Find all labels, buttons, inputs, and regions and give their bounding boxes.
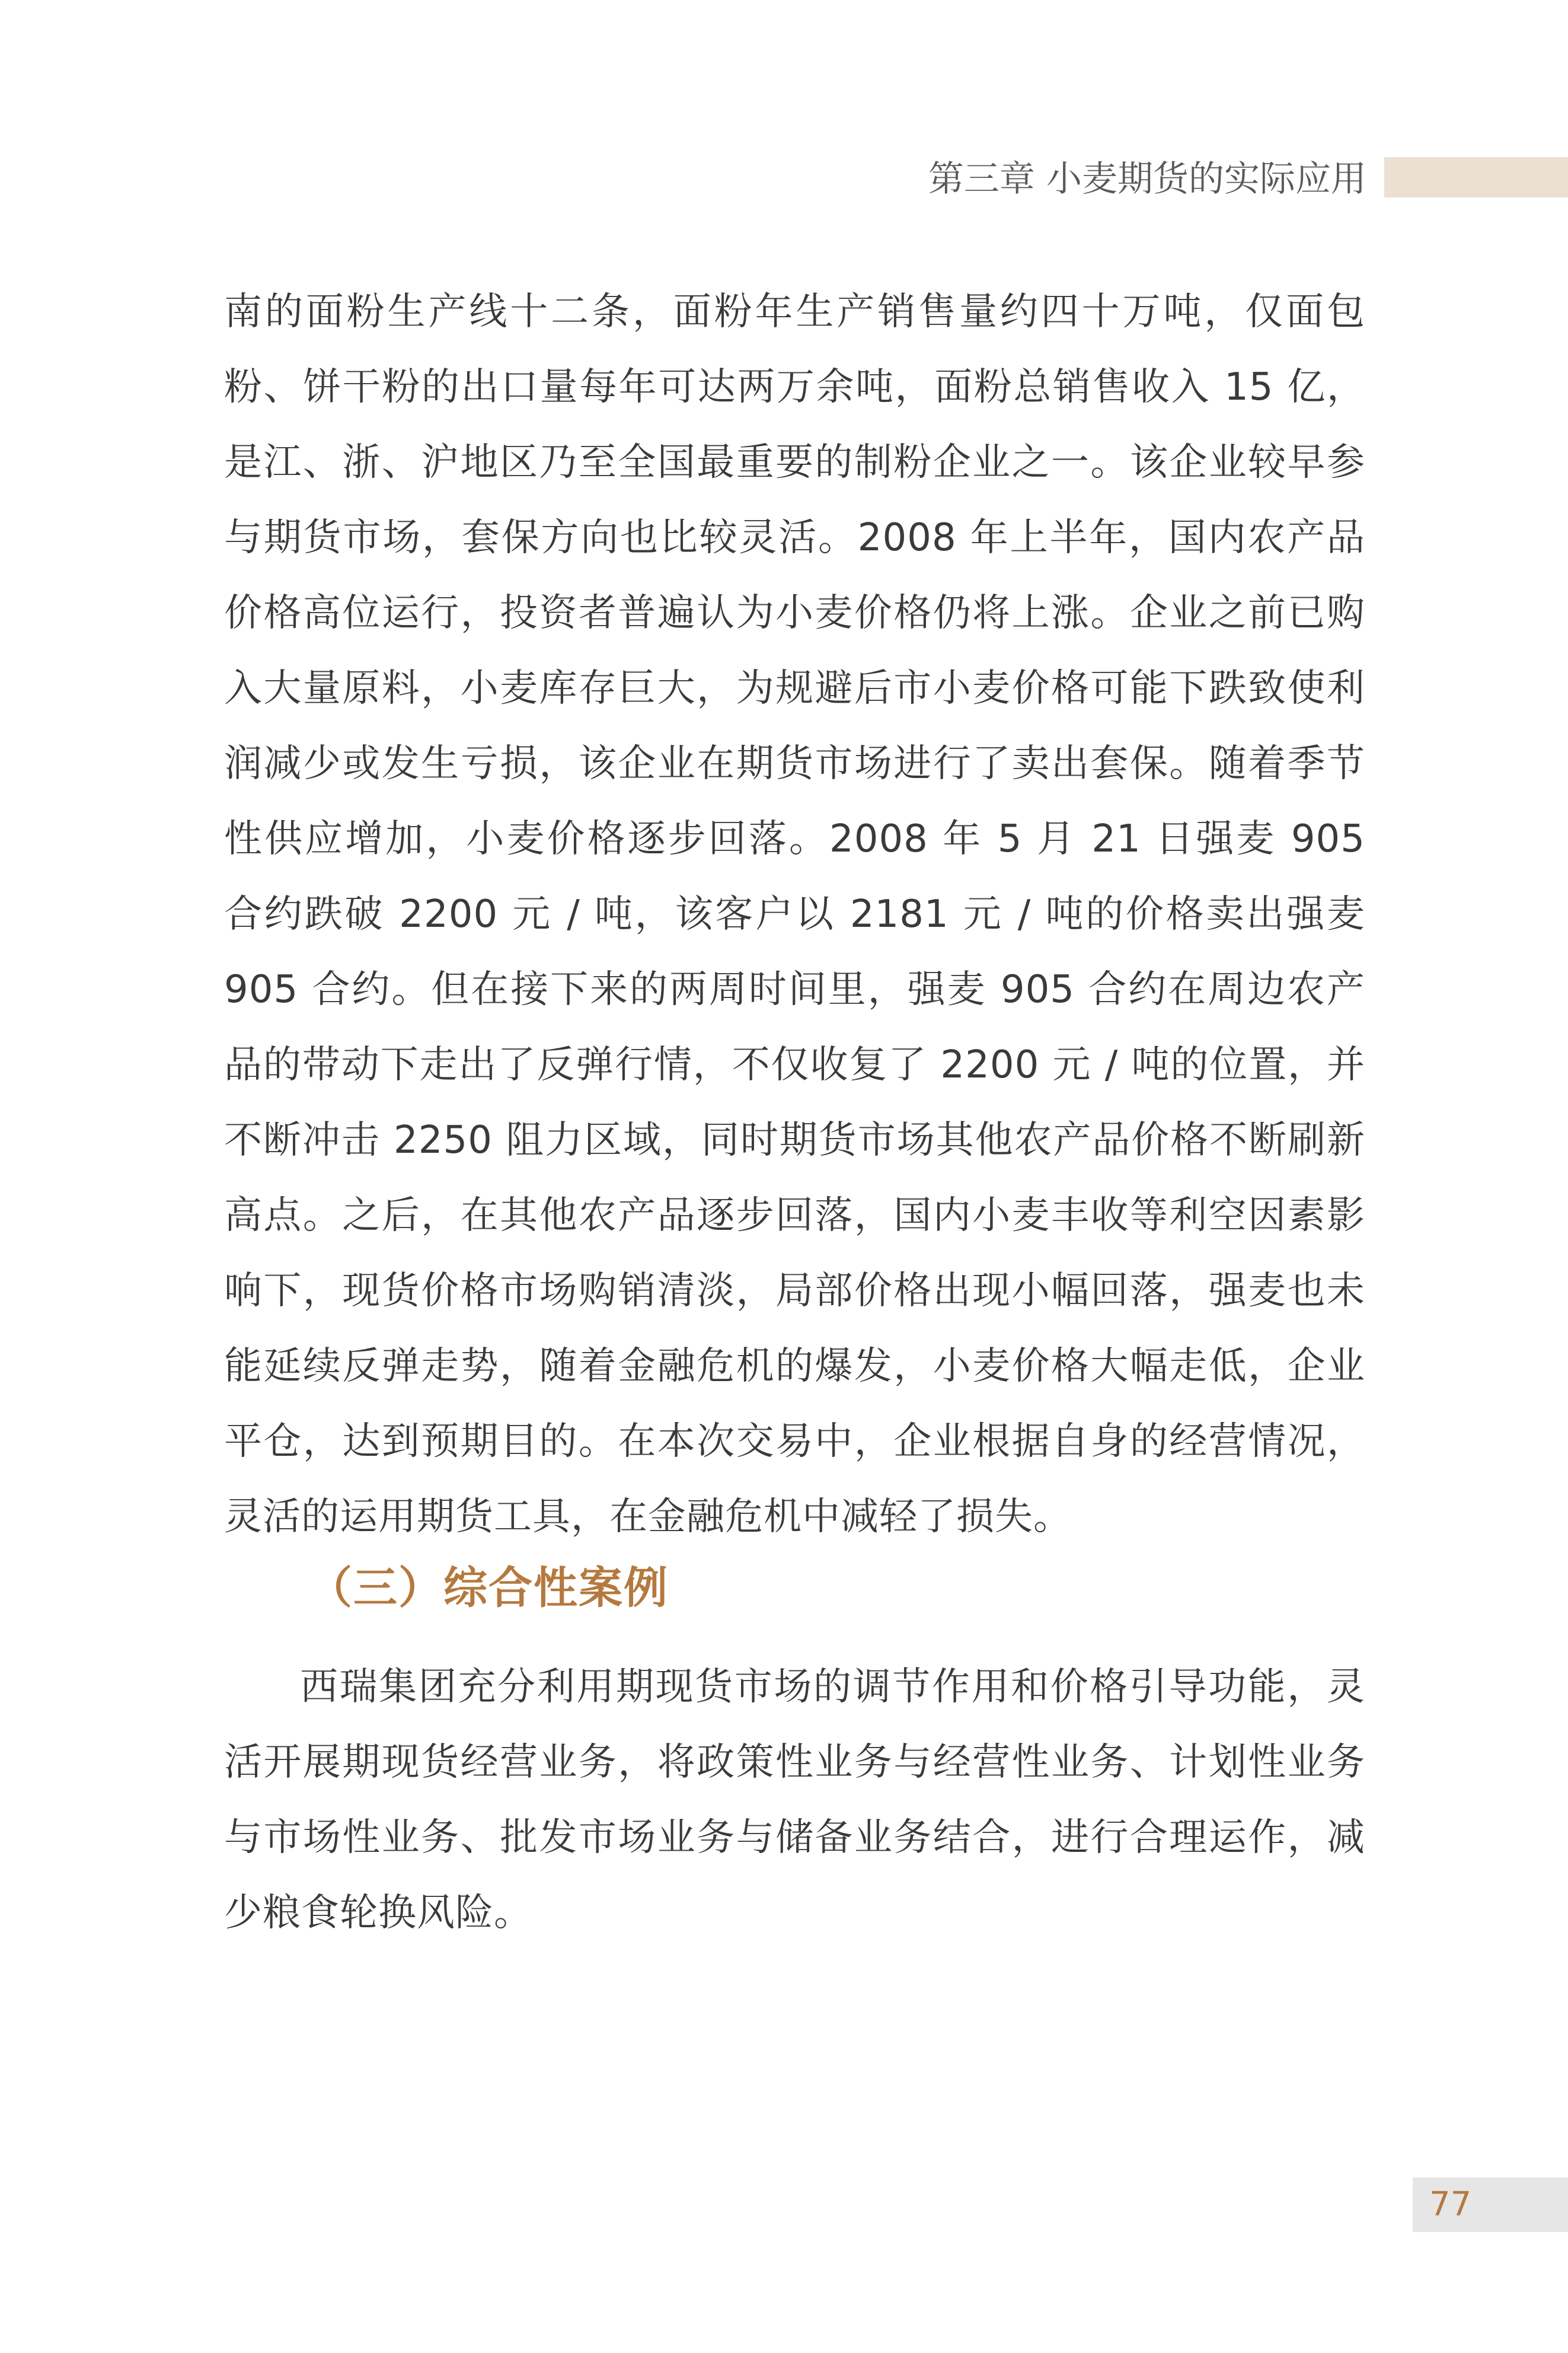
- chapter-running-header: 第三章 小麦期货的实际应用: [928, 158, 1366, 200]
- page-number-box: [1413, 2177, 1568, 2232]
- header-decorative-tab: [1384, 157, 1568, 197]
- body-paragraph: 西瑞集团充分利用期现货市场的调节作用和价格引导功能，灵活开展期现货经营业务，将政策性业务与经营性业务、计划性业务与市场性业务、批发市场业务与储备业务结合，进行合理运作，减少粮食轮换风险。: [224, 1665, 1365, 1935]
- section-heading: （三）综合性案例: [308, 1563, 669, 1614]
- page-number: 77: [1429, 2185, 1472, 2224]
- body-paragraph: 南的面粉生产线十二条，面粉年生产销售量约四十万吨，仅面包粉、饼干粉的出口量每年可达两万余吨，面粉总销售收入 15 亿，是江、浙、沪地区乃至全国最重要的制粉企业之一。该企业较早参与期货市场，套保方向也比较灵活。2008 年上半年，国内农产品价格高位运行，投资者普遍认为小麦价格仍将上涨。企业之前已购入大量原料，小麦库存巨大，为规避后市小麦价格可能下跌致使利润减少或发生亏损，该企业在期货市场进行了卖出套保。随着季节性供应增加，小麦价格逐步回落。2008 年 5 月 21 日强麦 905 合约跌破 2200 元 / 吨，该客户以 2181 元 / 吨的价格卖出强麦 905 合约。但在接下来的两周时间里，强麦 905 合约在周边农产品的带动下走出了反弹行情，不仅收复了 2200 元 / 吨的位置，并不断冲击 2250 阻力区域，同时期货市场其他农产品价格不断刷新高点。之后，在其他农产品逐步回落，国内小麦丰收等利空因素影响下，现货价格市场购销清淡，局部价格出现小幅回落，强麦也未能延续反弹走势，随着金融危机的爆发，小麦价格大幅走低，企业平仓，达到预期目的。在本次交易中，企业根据自身的经营情况，灵活的运用期货工具，在金融危机中减轻了损失。: [224, 290, 1365, 1539]
